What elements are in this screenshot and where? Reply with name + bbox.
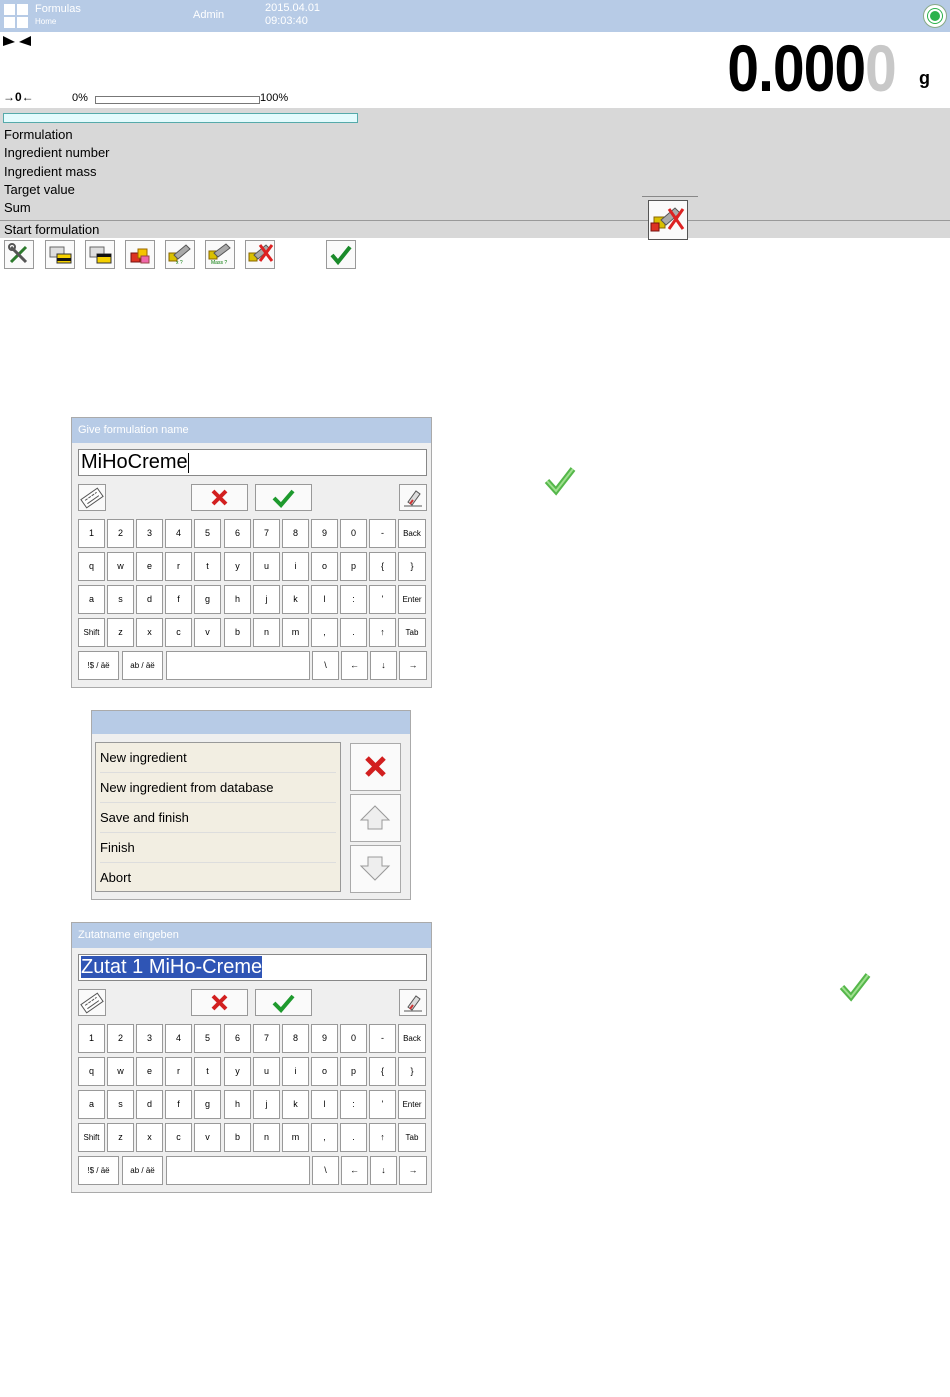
key-4[interactable]: 4: [165, 519, 192, 548]
key-7[interactable]: 7: [253, 519, 280, 548]
key-arrow-down[interactable]: ↓: [370, 1156, 397, 1185]
check-icon: [256, 485, 311, 510]
menu-item-abort[interactable]: Abort: [100, 870, 132, 885]
check-side-icon: [543, 464, 577, 496]
weighing-screen: [0, 0, 930, 276]
key-5[interactable]: 5: [194, 519, 221, 548]
progress-bar: [95, 96, 260, 104]
key-j[interactable]: j: [253, 585, 280, 614]
key-k[interactable]: k: [282, 585, 309, 614]
bar-max-label: 100%: [260, 92, 289, 104]
key-w[interactable]: w: [107, 1057, 134, 1086]
cancel-button[interactable]: [191, 484, 248, 511]
keyboard-dialog-ingredient-name: [71, 922, 432, 1193]
menu-grid-icon[interactable]: [4, 4, 28, 28]
info-highlight-bar: [3, 113, 358, 123]
key-o[interactable]: o: [311, 1057, 338, 1086]
key-b[interactable]: b: [224, 618, 251, 647]
key-a[interactable]: a: [78, 1090, 105, 1119]
ingredient-mass-button[interactable]: Mass ?: [205, 240, 235, 269]
key-alt-letters[interactable]: ab / äë: [122, 1156, 163, 1185]
check-icon: [543, 464, 577, 496]
header-bar: [0, 0, 950, 32]
key-shift[interactable]: Shift: [78, 1123, 105, 1152]
key-d[interactable]: d: [136, 585, 163, 614]
key-3[interactable]: 3: [136, 519, 163, 548]
keyboard-layout-button[interactable]: [78, 484, 106, 511]
key-enter[interactable]: Enter: [398, 585, 426, 614]
ok-button[interactable]: [255, 484, 312, 511]
key-p[interactable]: p: [340, 552, 367, 581]
ingredient-cancel-icon: [649, 201, 687, 239]
key-back[interactable]: Back: [398, 1024, 426, 1053]
menu-list: [95, 742, 341, 892]
formulation-menu-dialog: [91, 710, 411, 900]
print-footer-button[interactable]: [85, 240, 115, 269]
key-0[interactable]: 0: [340, 519, 367, 548]
cancel-button[interactable]: [191, 989, 248, 1016]
product-icon: [126, 241, 154, 268]
cancel-icon: [192, 990, 247, 1015]
header-subtitle: Home: [35, 17, 57, 26]
key-{[interactable]: {: [369, 1057, 396, 1086]
key--[interactable]: -: [369, 519, 396, 548]
check-side-icon: [838, 970, 872, 1002]
key-arrow-down[interactable]: ↓: [370, 651, 397, 680]
key-8[interactable]: 8: [282, 1024, 309, 1053]
key-↑[interactable]: ↑: [369, 618, 396, 647]
header-user: Admin: [193, 9, 225, 21]
ingredient-x-button[interactable]: x ?: [165, 240, 195, 269]
eraser-icon: [400, 990, 426, 1015]
menu-item-finish[interactable]: Finish: [100, 833, 336, 863]
key-e[interactable]: e: [136, 552, 163, 581]
info-panel: [0, 108, 950, 220]
key-u[interactable]: u: [253, 552, 280, 581]
dialog-title: Give formulation name: [72, 418, 431, 443]
key-w[interactable]: w: [107, 552, 134, 581]
ingredient-cancel-side-button: [648, 200, 688, 240]
key-f[interactable]: f: [165, 585, 192, 614]
menu-item-save-finish[interactable]: Save and finish: [100, 803, 336, 833]
key-space[interactable]: [166, 1156, 310, 1185]
key-e[interactable]: e: [136, 1057, 163, 1086]
arrow-down-icon: [351, 846, 400, 892]
key-shift[interactable]: Shift: [78, 618, 105, 647]
key-m[interactable]: m: [282, 1123, 309, 1152]
key-backslash[interactable]: \: [312, 651, 339, 680]
header-date: 2015.04.01: [265, 2, 321, 14]
info-line: Sum: [4, 200, 31, 215]
key-t[interactable]: t: [194, 1057, 221, 1086]
key-7[interactable]: 7: [253, 1024, 280, 1053]
key-b[interactable]: b: [224, 1123, 251, 1152]
menu-cancel-button[interactable]: [350, 743, 401, 791]
weight-display: [0, 32, 950, 109]
key-s[interactable]: s: [107, 585, 134, 614]
cancel-icon: [192, 485, 247, 510]
key-a[interactable]: a: [78, 585, 105, 614]
key-backslash[interactable]: \: [312, 1156, 339, 1185]
key-.[interactable]: .: [340, 1123, 367, 1152]
key-g[interactable]: g: [194, 1090, 221, 1119]
key-tab[interactable]: Tab: [398, 618, 426, 647]
key-l[interactable]: l: [311, 585, 338, 614]
key-x[interactable]: x: [136, 618, 163, 647]
scroll-down-button[interactable]: [350, 845, 401, 893]
key-m[interactable]: m: [282, 618, 309, 647]
key-n[interactable]: n: [253, 1123, 280, 1152]
info-line: Formulation: [4, 127, 73, 142]
header-title: Formulas: [35, 3, 81, 15]
keyboard-layout-icon: [79, 990, 105, 1015]
weight-value: 0.0000: [727, 31, 896, 105]
check-icon: [256, 990, 311, 1015]
product-button[interactable]: [125, 240, 155, 269]
key-r[interactable]: r: [165, 1057, 192, 1086]
info-line: Ingredient number: [4, 145, 110, 160]
key-,[interactable]: ,: [311, 1123, 338, 1152]
print-footer-icon: [86, 241, 114, 268]
key-c[interactable]: c: [165, 618, 192, 647]
info-line: Ingredient mass: [4, 164, 97, 179]
key-p[interactable]: p: [340, 1057, 367, 1086]
key-2[interactable]: 2: [107, 519, 134, 548]
key-q[interactable]: q: [78, 552, 105, 581]
key-f[interactable]: f: [165, 1090, 192, 1119]
key-5[interactable]: 5: [194, 1024, 221, 1053]
key-enter[interactable]: Enter: [398, 1090, 426, 1119]
key-x[interactable]: x: [136, 1123, 163, 1152]
toolbar: [0, 238, 950, 276]
tools-button[interactable]: [4, 240, 34, 269]
key-arrow-right[interactable]: →: [399, 1156, 427, 1185]
key-}[interactable]: }: [398, 1057, 426, 1086]
key-z[interactable]: z: [107, 618, 134, 647]
key-4[interactable]: 4: [165, 1024, 192, 1053]
divider-line: [642, 196, 698, 197]
bar-min-label: 0%: [72, 92, 88, 104]
key-:[interactable]: :: [340, 1090, 367, 1119]
key-.[interactable]: .: [340, 618, 367, 647]
key-arrow-right[interactable]: →: [399, 651, 427, 680]
key-h[interactable]: h: [224, 585, 251, 614]
key-c[interactable]: c: [165, 1123, 192, 1152]
key-'[interactable]: ': [369, 585, 396, 614]
key-8[interactable]: 8: [282, 519, 309, 548]
key-,[interactable]: ,: [311, 618, 338, 647]
clear-button[interactable]: [399, 484, 427, 511]
check-icon: [838, 970, 872, 1002]
key-arrow-left[interactable]: ←: [341, 651, 368, 680]
stable-icon: [3, 36, 31, 46]
key-r[interactable]: r: [165, 552, 192, 581]
key-9[interactable]: 9: [311, 519, 338, 548]
key-v[interactable]: v: [194, 1123, 221, 1152]
clear-button[interactable]: [399, 989, 427, 1016]
key-d[interactable]: d: [136, 1090, 163, 1119]
key-↑[interactable]: ↑: [369, 1123, 396, 1152]
keyboard-layout-icon: [79, 485, 105, 510]
formulation-name-input[interactable]: MiHoCreme: [78, 449, 427, 476]
key-arrow-left[interactable]: ←: [341, 1156, 368, 1185]
header-time: 09:03:40: [265, 15, 308, 27]
key-q[interactable]: q: [78, 1057, 105, 1086]
key-i[interactable]: i: [282, 1057, 309, 1086]
ingredient-name-input[interactable]: Zutat 1 MiHo-Creme: [78, 954, 427, 981]
status-indicator-icon[interactable]: [923, 4, 947, 28]
key-i[interactable]: i: [282, 552, 309, 581]
key-1[interactable]: 1: [78, 1024, 105, 1053]
key--[interactable]: -: [369, 1024, 396, 1053]
print-header-icon: [46, 241, 74, 268]
key-}[interactable]: }: [398, 552, 426, 581]
key-space[interactable]: [166, 651, 310, 680]
key-y[interactable]: y: [224, 1057, 251, 1086]
key-1[interactable]: 1: [78, 519, 105, 548]
key-alt-letters[interactable]: ab / äë: [122, 651, 163, 680]
key-back[interactable]: Back: [398, 519, 426, 548]
key-0[interactable]: 0: [340, 1024, 367, 1053]
key-o[interactable]: o: [311, 552, 338, 581]
cancel-icon: [351, 744, 400, 790]
key-{[interactable]: {: [369, 552, 396, 581]
key-n[interactable]: n: [253, 618, 280, 647]
key-tab[interactable]: Tab: [398, 1123, 426, 1152]
confirm-button[interactable]: [326, 240, 356, 269]
key-k[interactable]: k: [282, 1090, 309, 1119]
info-line: Target value: [4, 182, 75, 197]
dialog-title-bar: [92, 711, 410, 734]
zero-indicator: →0←: [3, 90, 34, 104]
key-symbols[interactable]: !$ / äë: [78, 1156, 119, 1185]
key-t[interactable]: t: [194, 552, 221, 581]
key-'[interactable]: ': [369, 1090, 396, 1119]
menu-item-new-ingredient-database[interactable]: New ingredient from database: [100, 773, 336, 803]
arrow-up-icon: [351, 795, 400, 841]
key-l[interactable]: l: [311, 1090, 338, 1119]
key-3[interactable]: 3: [136, 1024, 163, 1053]
key-2[interactable]: 2: [107, 1024, 134, 1053]
key-g[interactable]: g: [194, 585, 221, 614]
key-symbols[interactable]: !$ / äë: [78, 651, 119, 680]
key-6[interactable]: 6: [224, 519, 251, 548]
key-z[interactable]: z: [107, 1123, 134, 1152]
weight-unit: g: [919, 68, 930, 88]
eraser-icon: [400, 485, 426, 510]
print-header-button[interactable]: [45, 240, 75, 269]
key-:[interactable]: :: [340, 585, 367, 614]
ingredient-cancel-icon: [246, 241, 274, 268]
keyboard-layout-button[interactable]: [78, 989, 106, 1016]
ok-button[interactable]: [255, 989, 312, 1016]
key-v[interactable]: v: [194, 618, 221, 647]
key-u[interactable]: u: [253, 1057, 280, 1086]
ingredient-cancel-button[interactable]: [245, 240, 275, 269]
key-h[interactable]: h: [224, 1090, 251, 1119]
key-j[interactable]: j: [253, 1090, 280, 1119]
tools-icon: [5, 241, 33, 268]
menu-item-new-ingredient[interactable]: New ingredient: [100, 743, 336, 773]
confirm-icon: [327, 241, 355, 268]
dialog-title: Zutatname eingeben: [72, 923, 431, 948]
key-y[interactable]: y: [224, 552, 251, 581]
scroll-up-button[interactable]: [350, 794, 401, 842]
key-9[interactable]: 9: [311, 1024, 338, 1053]
status-line: Start formulation: [0, 220, 950, 239]
key-6[interactable]: 6: [224, 1024, 251, 1053]
keyboard-dialog-formulation-name: [71, 417, 432, 688]
key-s[interactable]: s: [107, 1090, 134, 1119]
